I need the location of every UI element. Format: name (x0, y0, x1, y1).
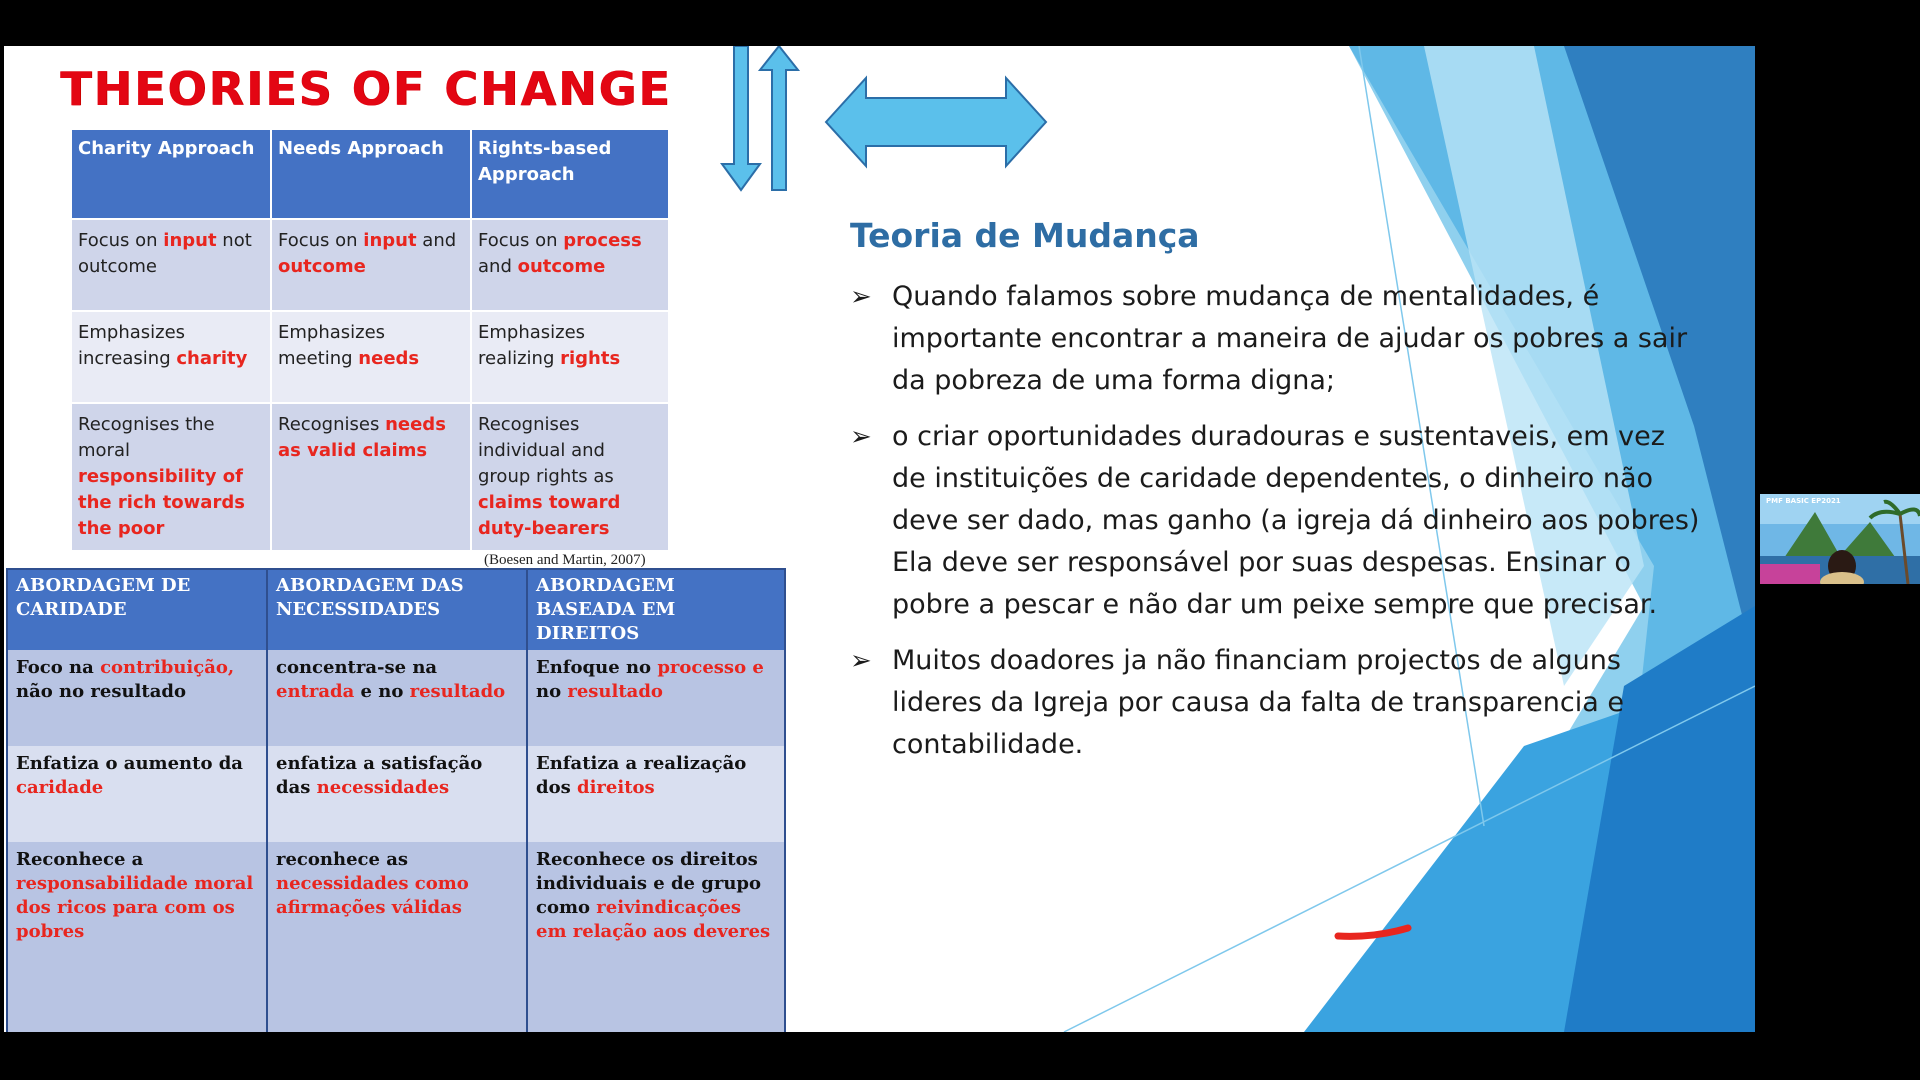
table-cell: Reconhece a responsabilidade moral dos ricos para com os pobres (7, 842, 267, 1032)
header-direitos: ABORDAGEM BASEADA EM DIREITOS (527, 569, 785, 650)
bullet-list (850, 276, 1700, 780)
header-needs: Needs Approach (271, 130, 471, 219)
bullet-arrow-icon: ➢ (850, 646, 872, 676)
table-cell: Recognises the moral responsibility of the rich towards the poor (72, 403, 271, 550)
participant-video-tile[interactable] (1760, 494, 1920, 584)
header-necessidades: ABORDAGEM DAS NECESSIDADES (267, 569, 527, 650)
annotation-pen-stroke (1334, 916, 1414, 946)
table-header-row (72, 130, 669, 219)
table-cell: Emphasizes increasing charity (72, 311, 271, 403)
video-tile-label: PMF BASIC EP2021 (1766, 497, 1841, 505)
list-item: ➢ Quando falamos sobre mudança de mentalidades, é importante encontrar a maneira de ajudar os pobres a sair da pobreza de uma forma digna; (850, 276, 1700, 402)
header-rights: Rights-based Approach (471, 130, 669, 219)
bullet-arrow-icon: ➢ (850, 282, 872, 312)
slide-title: THEORIES OF CHANGE (60, 62, 672, 116)
table-cell: reconhece as necessidades como afirmações válidas (267, 842, 527, 1032)
table-cell: concentra-se na entrada e no resultado (267, 650, 527, 746)
video-thumbnail (1760, 494, 1920, 584)
double-arrows-icon (704, 46, 1104, 196)
table-header-row (7, 569, 785, 650)
table-cell: Recognises individual and group rights as claims toward duty-bearers (471, 403, 669, 550)
list-item: ➢ o criar oportunidades duradouras e sustentaveis, em vez de instituições de caridade dependentes, o dinheiro não deve ser dado, mas ganho (a igreja dá dinheiro aos pobres) Ela deve ser responsável por suas despesas. Ensinar o pobre a pescar e não dar um peixe sempre que precisar. (850, 416, 1700, 626)
table-cell: Focus on process and outcome (471, 219, 669, 311)
table-cell: Reconhece os direitos individuais e de grupo como reivindicações em relação aos deveres (527, 842, 785, 1032)
table-cell: enfatiza a satisfação das necessidades (267, 746, 527, 842)
table-row (72, 219, 669, 311)
table-cell: Emphasizes realizing rights (471, 311, 669, 403)
theories-table-english (72, 130, 670, 550)
table-cell: Emphasizes meeting needs (271, 311, 471, 403)
citation: (Boesen and Martin, 2007) (484, 552, 646, 568)
table-row (7, 650, 785, 746)
table-row (7, 746, 785, 842)
table-cell: Recognises needs as valid claims (271, 403, 471, 550)
table-row (72, 311, 669, 403)
table-cell: Enfatiza o aumento da caridade (7, 746, 267, 842)
table-cell: Focus on input not outcome (72, 219, 271, 311)
header-charity: Charity Approach (72, 130, 271, 219)
slide-subtitle: Teoria de Mudança (850, 216, 1200, 255)
table-cell: Enfoque no processo e no resultado (527, 650, 785, 746)
table-cell: Enfatiza a realização dos direitos (527, 746, 785, 842)
table-cell: Foco na contribuição, não no resultado (7, 650, 267, 746)
header-caridade: ABORDAGEM DE CARIDADE (7, 569, 267, 650)
list-item: ➢ Muitos doadores ja não financiam projectos de alguns lideres da Igreja por causa da falta de transparencia e contabilidade. (850, 640, 1700, 766)
presentation-slide (4, 46, 1755, 1032)
table-row (72, 403, 669, 550)
table-row (7, 842, 785, 1032)
table-cell: Focus on input and outcome (271, 219, 471, 311)
bullet-arrow-icon: ➢ (850, 422, 872, 452)
theories-table-portuguese (6, 568, 786, 1032)
